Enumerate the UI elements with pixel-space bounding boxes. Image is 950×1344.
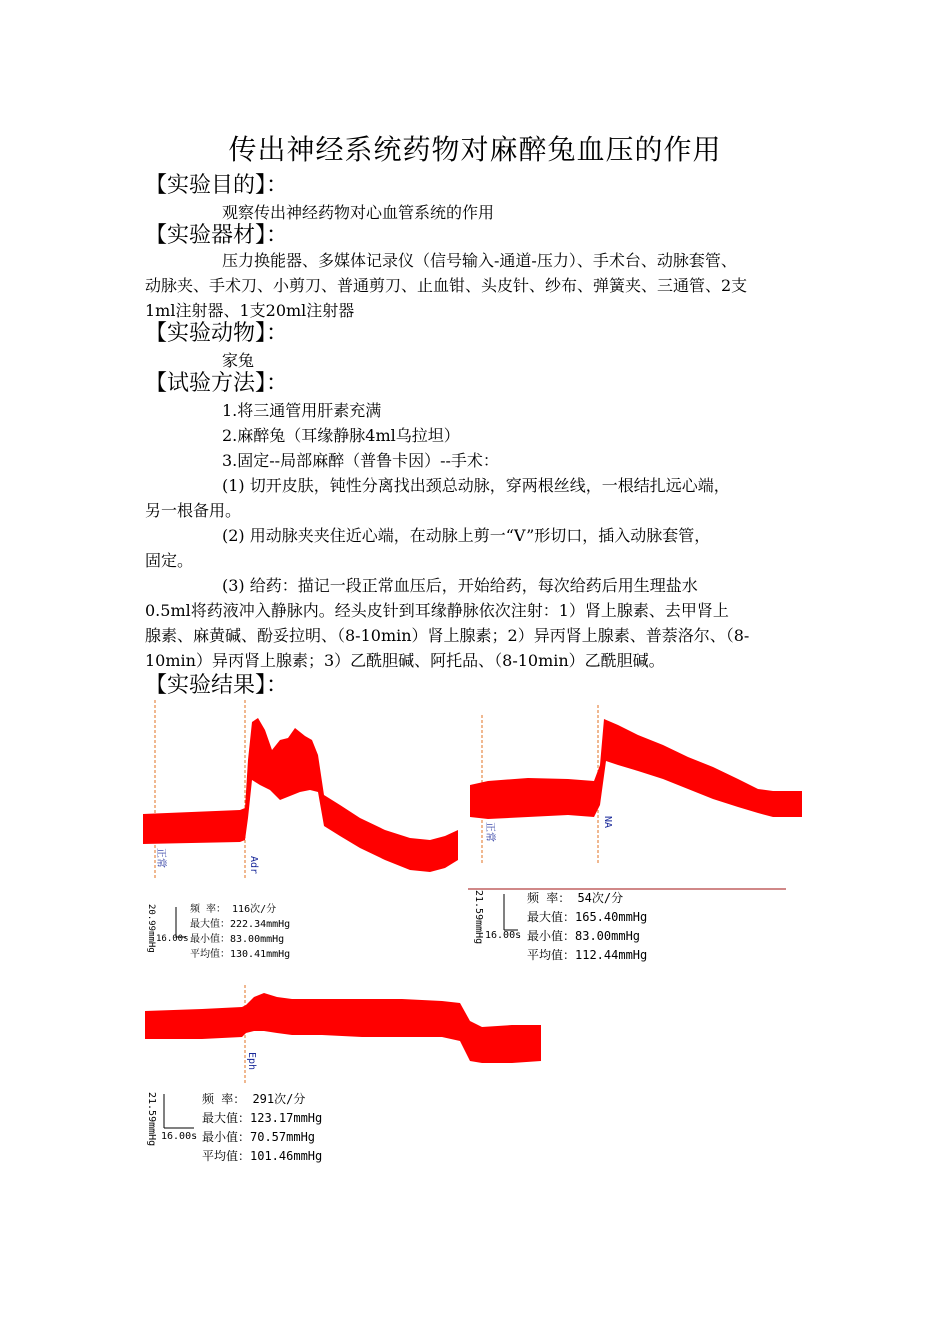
section-heading-purpose: 【实验目的】： bbox=[145, 173, 289, 198]
marker-label-na: NA bbox=[602, 816, 613, 829]
stat-max: 最大值：165.40mmHg bbox=[527, 910, 648, 924]
scale-vertical-label: 21.59mmHg bbox=[146, 1092, 157, 1147]
scale-vertical-label: 21.59mmHg bbox=[473, 890, 484, 945]
stat-min: 最小值：83.00mmHg bbox=[190, 934, 285, 945]
stat-rate: 频 率： 291次/分 bbox=[202, 1092, 306, 1106]
scale-vertical-label: 20.99mmHg bbox=[146, 904, 156, 953]
method-para-3d: 10min）异丙肾上腺素；3）乙酰胆碱、阿托品、（8-10min）乙酰胆碱。 bbox=[145, 651, 665, 670]
equipment-line-1: 压力换能器、多媒体记录仪（信号输入-通道-压力）、手术台、动脉套管、 bbox=[222, 251, 737, 270]
stat-avg: 平均值：130.41mmHg bbox=[190, 949, 291, 960]
method-para-1a: (1) 切开皮肤，钝性分离找出颈总动脉，穿两根丝线，一根结扎远心端， bbox=[222, 476, 730, 495]
stat-rate: 频 率： 54次/分 bbox=[527, 891, 624, 905]
marker-label-normal: 正常 bbox=[155, 848, 166, 868]
stat-min: 最小值：70.57mmHg bbox=[202, 1130, 316, 1144]
scale-horizontal-label: 16.00s bbox=[156, 934, 189, 944]
method-para-2b: 固定。 bbox=[145, 551, 194, 570]
method-para-2a: (2) 用动脉夹夹住近心端，在动脉上剪一“V”形切口，插入动脉套管， bbox=[222, 526, 711, 545]
bp-trace-adrenaline bbox=[140, 700, 465, 900]
marker-label-normal: 正常 bbox=[484, 822, 495, 842]
stat-rate: 频 率： 116次/分 bbox=[190, 904, 277, 915]
stat-min: 最小值：83.00mmHg bbox=[527, 929, 641, 943]
stats-block-3 bbox=[202, 1090, 322, 1166]
bp-trace-ephedrine bbox=[142, 985, 547, 1090]
scale-horizontal-label: 16.00s bbox=[161, 1131, 198, 1142]
method-para-3c: 腺素、麻黄碱、酚妥拉明、（8-10min）肾上腺素；2）异丙肾上腺素、普萘洛尔、（8- bbox=[145, 626, 750, 645]
method-step-2: 2.麻醉兔（耳缘静脉4ml乌拉坦） bbox=[222, 426, 460, 445]
pressure-trace bbox=[470, 719, 802, 819]
pressure-trace bbox=[143, 718, 458, 875]
section-heading-method: 【试验方法】： bbox=[145, 371, 289, 396]
marker-label-eph: Eph bbox=[246, 1052, 257, 1071]
method-step-1: 1.将三通管用肝素充满 bbox=[222, 401, 382, 420]
stats-block-1 bbox=[190, 902, 290, 962]
equipment-line-3: 1ml注射器、1支20ml注射器 bbox=[145, 301, 355, 320]
method-para-3b: 0.5ml将药液冲入静脉内。经头皮针到耳缘静脉依次注射：1）肾上腺素、去甲肾上 bbox=[145, 601, 729, 620]
method-step-3: 3.固定--局部麻醉（普鲁卡因）--手术： bbox=[222, 451, 499, 470]
stat-avg: 平均值：112.44mmHg bbox=[527, 948, 648, 962]
marker-label-adr: Adr bbox=[248, 856, 259, 875]
equipment-line-2: 动脉夹、手术刀、小剪刀、普通剪刀、止血钳、头皮针、纱布、弹簧夹、三通管、2支 bbox=[145, 276, 748, 295]
section-heading-animal: 【实验动物】： bbox=[145, 321, 289, 346]
stats-block-2 bbox=[527, 889, 647, 965]
method-para-1b: 另一根备用。 bbox=[145, 501, 242, 520]
stat-max: 最大值：123.17mmHg bbox=[202, 1111, 323, 1125]
purpose-text: 观察传出神经药物对心血管系统的作用 bbox=[222, 203, 495, 222]
page-title: 传出神经系统药物对麻醉兔血压的作用 bbox=[228, 133, 722, 166]
section-heading-equipment: 【实验器材】： bbox=[145, 223, 289, 248]
stat-max: 最大值：222.34mmHg bbox=[190, 919, 291, 930]
method-para-3a: (3) 给药：描记一段正常血压后，开始给药，每次给药后用生理盐水 bbox=[222, 576, 698, 595]
section-heading-results: 【实验结果】： bbox=[145, 673, 289, 698]
bp-trace-noradrenaline bbox=[468, 705, 808, 890]
scale-horizontal-label: 16.00s bbox=[485, 930, 522, 941]
animal-text: 家兔 bbox=[222, 351, 255, 370]
stat-avg: 平均值：101.46mmHg bbox=[202, 1149, 323, 1163]
pressure-trace bbox=[145, 993, 541, 1063]
